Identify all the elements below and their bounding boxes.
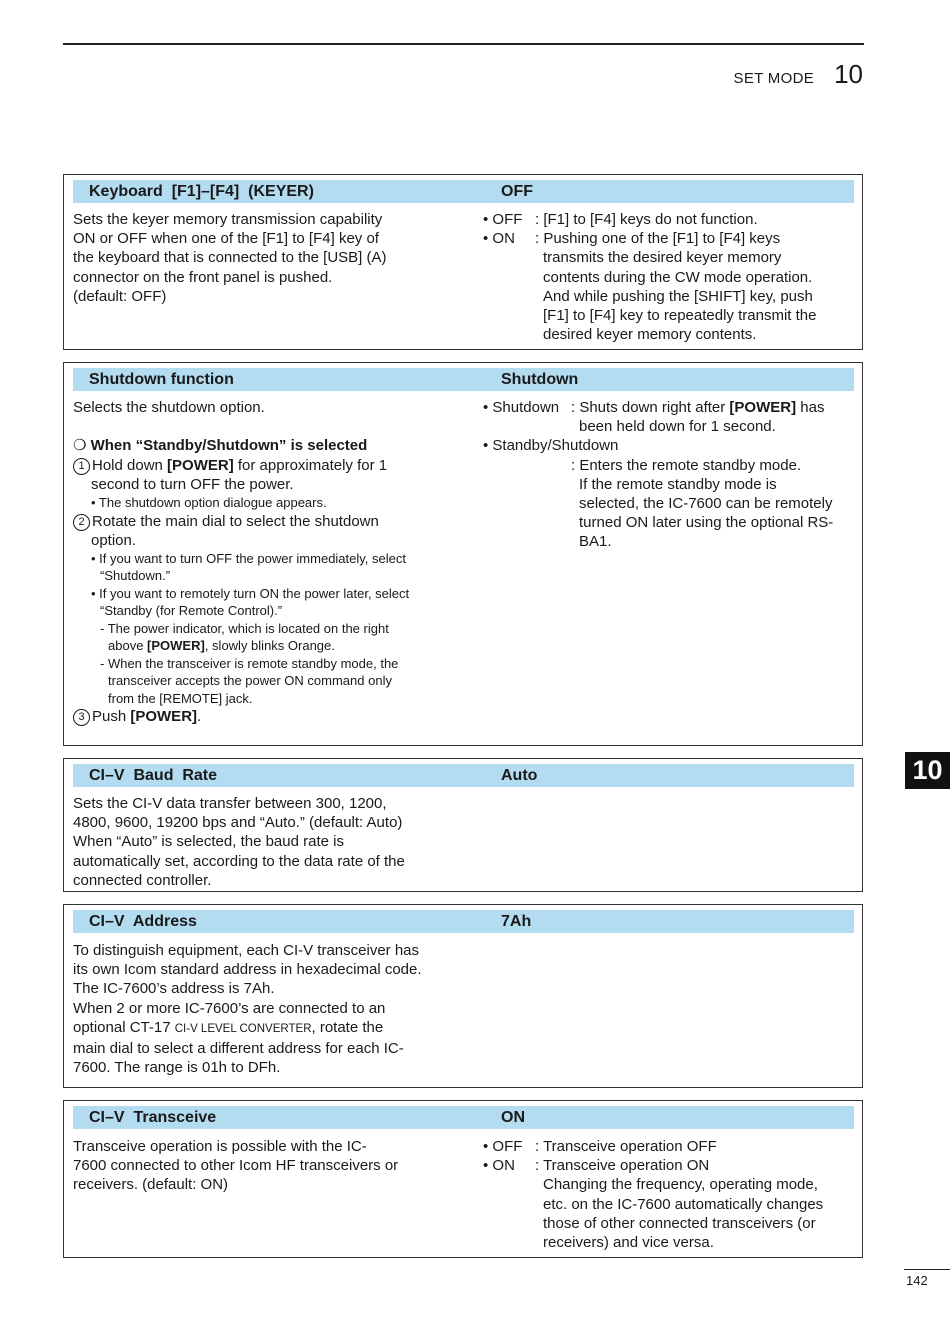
shutdown-options [483,398,858,552]
desc-line: automatically set, according to the data rate of the [73,852,405,870]
desc-text: , rotate the [311,1018,384,1036]
option-label: • ON [483,230,515,248]
page-number: 142 [906,1273,928,1288]
option-on [483,229,858,344]
keyboard-description [73,210,463,306]
step-text: Rotate the main dial to select the shutdown [92,512,379,530]
option-label: • OFF [483,1138,523,1155]
transceive-header-bar [73,1106,854,1129]
step-note: “Shutdown.” [100,568,171,584]
shutdown-description [73,398,463,727]
product-name: CI-V LEVEL CONVERTER [174,1022,312,1035]
option-line: BA1. [579,533,612,551]
spacer [73,417,463,436]
step-1 [73,456,463,475]
option-label: • ON [483,1157,515,1175]
keyboard-default-value: OFF [501,183,533,200]
option-line: has [796,399,825,416]
option-line: been held down for 1 second. [579,418,776,436]
step-note: • If you want to turn OFF the power immediately, select [91,550,406,566]
transceive-title: CI–V Transceive [89,1109,217,1126]
step-text: for approximately for 1 [233,456,388,474]
sub-note-text: above [108,638,148,654]
section-label: SET MODE [733,70,814,87]
address-title: CI–V Address [89,913,197,930]
desc-line: main dial to select a different address for each IC- [73,1040,404,1058]
option-text [571,398,858,436]
step-text: Push [92,708,131,726]
keyboard-title: Keyboard [F1]–[F4] (KEYER) [89,183,314,200]
step-number: 1 [73,458,90,475]
option-line: contents during the CW mode operation. [543,268,813,286]
option-label: • Shutdown [483,399,560,416]
step-number: 2 [73,514,90,531]
desc-line: When “Auto” is selected, the baud rate is [73,833,344,851]
shutdown-default-value: Shutdown [501,371,579,388]
desc-text: optional CT-17 [73,1018,175,1036]
shutdown-header-bar [73,368,854,391]
step-text: second to turn OFF the power. [91,475,294,493]
option-line: Changing the frequency, operating mode, [543,1176,818,1194]
civ-baud-rate-section [63,758,863,892]
top-rule [63,43,864,45]
sub-note: from the [REMOTE] jack. [108,690,253,706]
option-off [483,1137,858,1156]
when-heading: ❍ When “Standby/Shutdown” is selected [73,437,368,455]
civ-transceive-section [63,1100,863,1258]
baud-description [73,794,493,890]
option-standby-text [483,456,858,552]
option-line: turned ON later using the optional RS- [579,514,834,532]
baud-header-bar [73,764,854,787]
desc-line: receivers. (default: ON) [73,1176,229,1194]
option-line: If the remote standby mode is [579,475,777,493]
desc-line: Transceive operation is possible with the IC- [73,1138,367,1155]
sub-note [73,637,463,655]
desc-line: When 2 or more IC-7600’s are connected to an [73,999,386,1017]
address-description [73,941,493,1077]
step-text: option. [91,531,137,549]
option-label: • OFF [483,211,523,228]
desc-line: connected controller. [73,871,212,889]
power-key-label: [POWER] [729,399,797,416]
step-note: • The shutdown option dialogue appears. [91,495,327,510]
option-line: selected, the IC-7600 can be remotely [579,495,833,513]
shutdown-title: Shutdown function [89,371,234,388]
desc-line: The IC-7600’s address is 7Ah. [73,980,275,998]
power-key-label: [POWER] [147,638,205,654]
desc-line: its own Icom standard address in hexadecimal code. [73,961,422,979]
option-line: : Pushing one of the [F1] to [F4] keys [535,230,781,248]
address-header-bar [73,910,854,933]
step-text: Hold down [92,456,168,474]
option-line: [F1] to [F4] key to repeatedly transmit the [543,307,817,325]
civ-address-section [63,904,863,1088]
step-text: . [197,708,202,726]
option-line: transmits the desired keyer memory [543,249,782,267]
desc-line: connector on the front panel is pushed. [73,268,333,286]
option-text [535,1156,858,1252]
desc-line: To distinguish equipment, each CI-V transceiver has [73,942,420,959]
step-note: • If you want to remotely turn ON the power later, select [91,585,410,601]
transceive-options [483,1137,858,1252]
desc-line: the keyboard that is connected to the [USB] (A) [73,249,387,267]
desc-line: 4800, 9600, 19200 bps and “Auto.” (default: Auto) [73,814,403,832]
baud-title: CI–V Baud Rate [89,767,218,784]
step-3 [73,707,463,726]
keyboard-keyer-section [63,174,863,350]
desc-line: Sets the CI-V data transfer between 300, 1200, [73,795,387,812]
transceive-default-value: ON [501,1109,525,1126]
option-line: desired keyer memory contents. [543,326,757,344]
option-text [535,229,858,344]
option-text: : [F1] to [F4] keys do not function. [535,211,758,228]
option-line: receivers) and vice versa. [543,1234,714,1252]
option-text: : Transceive operation OFF [535,1138,717,1155]
address-default-value: 7Ah [501,913,532,930]
sub-note: transceiver accepts the power ON command only [108,673,392,689]
step-2 [73,512,463,531]
step-note: “Standby (for Remote Control).” [100,603,283,619]
desc-line: ON or OFF when one of the [F1] to [F4] key of [73,230,379,248]
option-line: And while pushing the [SHIFT] key, push [543,287,813,305]
option-off [483,210,858,229]
intro-text: Selects the shutdown option. [73,399,265,416]
power-key-label: [POWER] [130,708,198,726]
desc-line: 7600. The range is 01h to DFh. [73,1059,281,1077]
desc-line: Sets the keyer memory transmission capability [73,211,383,228]
option-line: : Enters the remote standby mode. [571,456,802,474]
shutdown-function-section [63,362,863,746]
option-line: : Transceive operation ON [535,1157,710,1175]
keyboard-header-bar [73,180,854,203]
sub-note: - When the transceiver is remote standby mode, the [100,655,399,671]
transceive-description [73,1137,463,1195]
option-line: : Shuts down right after [571,399,730,416]
option-shutdown [483,398,858,436]
power-key-label: [POWER] [167,456,234,474]
baud-default-value: Auto [501,767,538,784]
option-line: etc. on the IC-7600 automatically changes [543,1195,824,1213]
chapter-number: 10 [834,59,863,89]
desc-line [73,1018,493,1039]
sub-note: - The power indicator, which is located on the right [100,620,389,636]
keyboard-options [483,210,858,344]
sub-note-text: , slowly blinks Orange. [204,638,335,654]
desc-line: 7600 connected to other Icom HF transceivers or [73,1157,399,1175]
option-line: those of other connected transceivers (or [543,1214,816,1232]
page-number-rule [904,1269,950,1270]
option-on [483,1156,858,1252]
desc-line: (default: OFF) [73,287,167,305]
option-label: • Standby/Shutdown [483,437,619,455]
step-number: 3 [73,709,90,726]
chapter-side-tab: 10 [905,752,950,789]
